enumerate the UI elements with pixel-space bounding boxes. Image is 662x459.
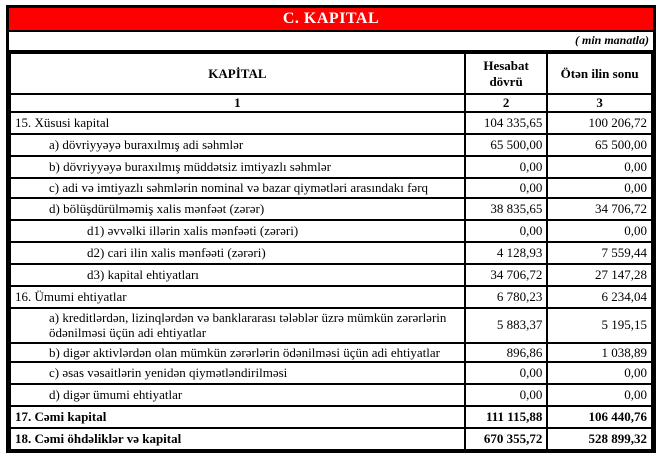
table-row bbox=[10, 384, 652, 406]
row-label: 16. Ümumi ehtiyatlar bbox=[10, 286, 465, 308]
value-hesabat-dovru: 104 335,65 bbox=[465, 112, 548, 134]
value-oten-ilin-sonu: 6 234,04 bbox=[547, 286, 652, 308]
units-note bbox=[9, 32, 653, 52]
row-label: 17. Cəmi kapital bbox=[10, 406, 465, 428]
value-oten-ilin-sonu: 106 440,76 bbox=[547, 406, 652, 428]
value-oten-ilin-sonu: 100 206,72 bbox=[547, 112, 652, 134]
col-number-1: 1 bbox=[10, 94, 465, 112]
capital-table bbox=[9, 52, 653, 451]
col-header-kapital: KAPİTAL bbox=[10, 53, 465, 94]
value-hesabat-dovru: 4 128,93 bbox=[465, 242, 548, 264]
value-hesabat-dovru: 0,00 bbox=[465, 178, 548, 198]
col-number-2: 2 bbox=[465, 94, 548, 112]
section-title-bar bbox=[9, 8, 653, 32]
value-oten-ilin-sonu: 0,00 bbox=[547, 156, 652, 178]
value-hesabat-dovru: 0,00 bbox=[465, 384, 548, 406]
column-number-row bbox=[10, 94, 652, 112]
value-hesabat-dovru: 0,00 bbox=[465, 362, 548, 384]
table-row bbox=[10, 242, 652, 264]
table-row bbox=[10, 362, 652, 384]
row-label: b) digər aktivlərdən olan mümkün zərərlərin ödənilməsi üçün adi ehtiyatlar bbox=[10, 343, 465, 363]
value-oten-ilin-sonu: 7 559,44 bbox=[547, 242, 652, 264]
value-oten-ilin-sonu: 0,00 bbox=[547, 384, 652, 406]
value-oten-ilin-sonu: 0,00 bbox=[547, 178, 652, 198]
row-label: a) kreditlərdən, lizinqlərdən və banklararası tələblər üzrə mümkün zərərlərin ödənilməsi üçün adi ehtiyatlar bbox=[10, 308, 465, 343]
value-oten-ilin-sonu: 528 899,32 bbox=[547, 428, 652, 450]
value-oten-ilin-sonu: 27 147,28 bbox=[547, 264, 652, 286]
row-label: a) dövriyyəyə buraxılmış adi səhmlər bbox=[10, 134, 465, 156]
value-hesabat-dovru: 38 835,65 bbox=[465, 198, 548, 220]
row-label: b) dövriyyəyə buraxılmış müddətsiz imtiyazlı səhmlər bbox=[10, 156, 465, 178]
table-row bbox=[10, 343, 652, 363]
row-label: c) adi və imtiyazlı səhmlərin nominal və bazar qiymətləri arasındakı fərq bbox=[10, 178, 465, 198]
table-row bbox=[10, 156, 652, 178]
row-label: d) digər ümumi ehtiyatlar bbox=[10, 384, 465, 406]
value-hesabat-dovru: 5 883,37 bbox=[465, 308, 548, 343]
table-row bbox=[10, 112, 652, 134]
table-row bbox=[10, 264, 652, 286]
row-label: d3) kapital ehtiyatları bbox=[10, 264, 465, 286]
column-header-row bbox=[10, 53, 652, 94]
value-hesabat-dovru: 6 780,23 bbox=[465, 286, 548, 308]
row-label: 15. Xüsusi kapital bbox=[10, 112, 465, 134]
table-row bbox=[10, 198, 652, 220]
value-hesabat-dovru: 65 500,00 bbox=[465, 134, 548, 156]
value-hesabat-dovru: 111 115,88 bbox=[465, 406, 548, 428]
row-label: d) bölüşdürülməmiş xalis mənfəət (zərər) bbox=[10, 198, 465, 220]
table-row bbox=[10, 220, 652, 242]
value-hesabat-dovru: 34 706,72 bbox=[465, 264, 548, 286]
capital-section-table bbox=[6, 5, 656, 453]
table-row bbox=[10, 286, 652, 308]
row-label: 18. Cəmi öhdəliklər və kapital bbox=[10, 428, 465, 450]
value-oten-ilin-sonu: 0,00 bbox=[547, 220, 652, 242]
value-hesabat-dovru: 670 355,72 bbox=[465, 428, 548, 450]
row-label: c) əsas vəsaitlərin yenidən qiymətləndirilməsi bbox=[10, 362, 465, 384]
row-label: d1) əvvəlki illərin xalis mənfəəti (zərəri) bbox=[10, 220, 465, 242]
table-row bbox=[10, 134, 652, 156]
value-hesabat-dovru: 896,86 bbox=[465, 343, 548, 363]
col-header-hesabat-dovru: Hesabat dövrü bbox=[465, 53, 548, 94]
table-row-total-capital bbox=[10, 406, 652, 428]
row-label: d2) cari ilin xalis mənfəəti (zərəri) bbox=[10, 242, 465, 264]
section-title: C. KAPITAL bbox=[282, 10, 380, 27]
value-oten-ilin-sonu: 65 500,00 bbox=[547, 134, 652, 156]
table-row-total-liabilities-capital bbox=[10, 428, 652, 450]
value-hesabat-dovru: 0,00 bbox=[465, 220, 548, 242]
value-oten-ilin-sonu: 5 195,15 bbox=[547, 308, 652, 343]
value-oten-ilin-sonu: 1 038,89 bbox=[547, 343, 652, 363]
col-header-oten-ilin-sonu: Ötən ilin sonu bbox=[547, 53, 652, 94]
table-row bbox=[10, 178, 652, 198]
table-row bbox=[10, 308, 652, 343]
value-oten-ilin-sonu: 34 706,72 bbox=[547, 198, 652, 220]
units-note-text: ( min manatla) bbox=[574, 33, 649, 47]
value-oten-ilin-sonu: 0,00 bbox=[547, 362, 652, 384]
col-number-3: 3 bbox=[547, 94, 652, 112]
value-hesabat-dovru: 0,00 bbox=[465, 156, 548, 178]
